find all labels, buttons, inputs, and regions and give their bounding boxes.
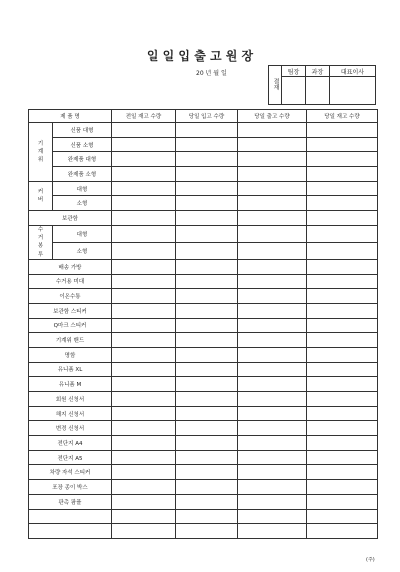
- qty-cell[interactable]: [176, 465, 238, 480]
- table-row: [29, 259, 378, 274]
- product-name: 변경 신청서: [29, 421, 112, 436]
- qty-cell[interactable]: [176, 362, 238, 377]
- product-name-blank[interactable]: [29, 524, 112, 539]
- qty-cell[interactable]: [307, 436, 378, 451]
- product-name: 해지 신청서: [29, 406, 112, 421]
- qty-cell[interactable]: [112, 436, 176, 451]
- qty-cell[interactable]: [112, 318, 176, 333]
- qty-cell[interactable]: [112, 259, 176, 274]
- product-name: 소형: [53, 242, 112, 259]
- qty-cell[interactable]: [307, 303, 378, 318]
- table-row: [29, 274, 378, 289]
- qty-cell[interactable]: [307, 509, 378, 524]
- approval-role-team-lead: 팀장: [282, 66, 306, 77]
- qty-cell[interactable]: [112, 465, 176, 480]
- qty-cell[interactable]: [307, 196, 378, 211]
- qty-cell[interactable]: [112, 524, 176, 539]
- qty-cell[interactable]: [238, 181, 307, 196]
- qty-cell[interactable]: [238, 137, 307, 152]
- product-name: Q마크 스티커: [29, 318, 112, 333]
- qty-cell[interactable]: [238, 289, 307, 304]
- table-row: [29, 392, 378, 407]
- qty-cell[interactable]: [176, 242, 238, 259]
- qty-cell[interactable]: [307, 392, 378, 407]
- qty-cell[interactable]: [112, 406, 176, 421]
- qty-cell[interactable]: [238, 152, 307, 167]
- qty-cell[interactable]: [112, 392, 176, 407]
- qty-cell[interactable]: [176, 333, 238, 348]
- qty-cell[interactable]: [238, 480, 307, 495]
- qty-cell[interactable]: [238, 421, 307, 436]
- qty-cell[interactable]: [176, 225, 238, 242]
- qty-cell[interactable]: [307, 242, 378, 259]
- product-name: 전단지 A4: [29, 436, 112, 451]
- table-row: [29, 347, 378, 362]
- ledger-table: [28, 109, 378, 539]
- table-row: [29, 465, 378, 480]
- qty-cell[interactable]: [176, 303, 238, 318]
- footer-mark: (주): [366, 557, 375, 563]
- table-row: [29, 167, 378, 182]
- table-row: [29, 362, 378, 377]
- qty-cell[interactable]: [112, 421, 176, 436]
- table-row: [29, 406, 378, 421]
- approval-role-ceo: 대표이사: [329, 66, 375, 77]
- table-row: [29, 450, 378, 465]
- product-name: 명함: [29, 347, 112, 362]
- col-header-out-qty: 당일 출고 수량: [238, 110, 307, 123]
- qty-cell[interactable]: [238, 196, 307, 211]
- col-header-in-qty: 당일 입고 수량: [176, 110, 238, 123]
- qty-cell[interactable]: [112, 152, 176, 167]
- qty-cell[interactable]: [176, 123, 238, 138]
- date-line: 20 년 월 일: [196, 70, 227, 77]
- qty-cell[interactable]: [307, 289, 378, 304]
- qty-cell[interactable]: [112, 274, 176, 289]
- qty-cell[interactable]: [307, 421, 378, 436]
- qty-cell[interactable]: [176, 167, 238, 182]
- qty-cell[interactable]: [307, 524, 378, 539]
- qty-cell[interactable]: [238, 211, 307, 226]
- qty-cell[interactable]: [307, 137, 378, 152]
- qty-cell[interactable]: [112, 377, 176, 392]
- approval-sign-team-lead[interactable]: [282, 77, 306, 105]
- product-name: 대형: [53, 181, 112, 196]
- product-name: 신품 대형: [53, 123, 112, 138]
- qty-cell[interactable]: [238, 167, 307, 182]
- qty-cell[interactable]: [307, 406, 378, 421]
- table-row: [29, 152, 378, 167]
- table-row: [29, 289, 378, 304]
- table-row: [29, 421, 378, 436]
- table-row: [29, 377, 378, 392]
- qty-cell[interactable]: [176, 289, 238, 304]
- table-row: [29, 436, 378, 451]
- qty-cell[interactable]: [307, 181, 378, 196]
- qty-cell[interactable]: [112, 509, 176, 524]
- qty-cell[interactable]: [238, 274, 307, 289]
- product-name: 대형: [53, 225, 112, 242]
- table-row: [29, 137, 378, 152]
- product-name: 보관함 스티커: [29, 303, 112, 318]
- qty-cell[interactable]: [176, 137, 238, 152]
- qty-cell[interactable]: [176, 377, 238, 392]
- qty-cell[interactable]: [112, 450, 176, 465]
- qty-cell[interactable]: [238, 303, 307, 318]
- qty-cell[interactable]: [112, 167, 176, 182]
- qty-cell[interactable]: [176, 211, 238, 226]
- qty-cell[interactable]: [112, 242, 176, 259]
- qty-cell[interactable]: [238, 225, 307, 242]
- qty-cell[interactable]: [307, 347, 378, 362]
- group-label: 수 거 봉 투: [29, 225, 53, 259]
- approval-box: [268, 65, 376, 105]
- qty-cell[interactable]: [307, 274, 378, 289]
- qty-cell[interactable]: [176, 196, 238, 211]
- product-name: 유니폼 M: [29, 377, 112, 392]
- product-name: 신품 소형: [53, 137, 112, 152]
- qty-cell[interactable]: [307, 225, 378, 242]
- product-name: 완제품 소형: [53, 167, 112, 182]
- table-row: [29, 303, 378, 318]
- qty-cell[interactable]: [112, 196, 176, 211]
- table-row: [29, 480, 378, 495]
- qty-cell[interactable]: [176, 181, 238, 196]
- blank-row: [29, 524, 378, 539]
- qty-cell[interactable]: [307, 480, 378, 495]
- product-name: 판촉 팜플: [29, 494, 112, 509]
- qty-cell[interactable]: [112, 211, 176, 226]
- qty-cell[interactable]: [238, 494, 307, 509]
- table-row: [29, 211, 378, 226]
- product-name-blank[interactable]: [29, 509, 112, 524]
- table-row: [29, 123, 378, 138]
- qty-cell[interactable]: [307, 318, 378, 333]
- qty-cell[interactable]: [307, 211, 378, 226]
- blank-row: [29, 509, 378, 524]
- product-name: 배송 가방: [29, 259, 112, 274]
- product-name: 소형: [53, 196, 112, 211]
- qty-cell[interactable]: [112, 123, 176, 138]
- table-row: [29, 318, 378, 333]
- product-name: 수거용 미대: [29, 274, 112, 289]
- qty-cell[interactable]: [307, 167, 378, 182]
- col-header-stock-qty: 당일 재고 수량: [307, 110, 378, 123]
- col-header-product: 제 품 명: [29, 110, 112, 123]
- qty-cell[interactable]: [112, 137, 176, 152]
- qty-cell[interactable]: [307, 465, 378, 480]
- qty-cell[interactable]: [307, 450, 378, 465]
- qty-cell[interactable]: [176, 274, 238, 289]
- qty-cell[interactable]: [176, 406, 238, 421]
- product-name: 차량 자석 스티커: [29, 465, 112, 480]
- product-name: 완제품 대형: [53, 152, 112, 167]
- product-name: 포장 종이 박스: [29, 480, 112, 495]
- qty-cell[interactable]: [176, 494, 238, 509]
- qty-cell[interactable]: [238, 406, 307, 421]
- table-row: [29, 333, 378, 348]
- qty-cell[interactable]: [238, 377, 307, 392]
- qty-cell[interactable]: [112, 225, 176, 242]
- qty-cell[interactable]: [176, 421, 238, 436]
- qty-cell[interactable]: [112, 181, 176, 196]
- qty-cell[interactable]: [176, 347, 238, 362]
- product-name: 유니폼 XL: [29, 362, 112, 377]
- group-label: 기 계 위: [29, 123, 53, 182]
- qty-cell[interactable]: [112, 347, 176, 362]
- approval-sign-manager[interactable]: [305, 77, 329, 105]
- qty-cell[interactable]: [176, 509, 238, 524]
- qty-cell[interactable]: [112, 289, 176, 304]
- qty-cell[interactable]: [112, 480, 176, 495]
- table-row: [29, 242, 378, 259]
- qty-cell[interactable]: [238, 524, 307, 539]
- qty-cell[interactable]: [238, 123, 307, 138]
- qty-cell[interactable]: [238, 450, 307, 465]
- qty-cell[interactable]: [176, 392, 238, 407]
- qty-cell[interactable]: [238, 509, 307, 524]
- group-label: 커 버: [29, 181, 53, 210]
- approval-side-label: 결재: [269, 66, 282, 105]
- qty-cell[interactable]: [238, 465, 307, 480]
- table-row: [29, 181, 378, 196]
- qty-cell[interactable]: [176, 480, 238, 495]
- qty-cell[interactable]: [112, 494, 176, 509]
- product-name: 전단지 A5: [29, 450, 112, 465]
- col-header-prev-stock: 전일 재고 수량: [112, 110, 176, 123]
- qty-cell[interactable]: [112, 333, 176, 348]
- approval-role-manager: 과장: [305, 66, 329, 77]
- table-row: [29, 225, 378, 242]
- qty-cell[interactable]: [307, 333, 378, 348]
- qty-cell[interactable]: [176, 524, 238, 539]
- qty-cell[interactable]: [307, 377, 378, 392]
- qty-cell[interactable]: [112, 303, 176, 318]
- qty-cell[interactable]: [238, 259, 307, 274]
- qty-cell[interactable]: [238, 347, 307, 362]
- qty-cell[interactable]: [176, 318, 238, 333]
- qty-cell[interactable]: [307, 123, 378, 138]
- qty-cell[interactable]: [307, 362, 378, 377]
- product-name: 기계위 밴드: [29, 333, 112, 348]
- approval-sign-ceo[interactable]: [329, 77, 375, 105]
- product-name: 보관함: [29, 211, 112, 226]
- product-name: 이온수통: [29, 289, 112, 304]
- qty-cell[interactable]: [176, 259, 238, 274]
- qty-cell[interactable]: [238, 392, 307, 407]
- qty-cell[interactable]: [238, 333, 307, 348]
- qty-cell[interactable]: [238, 242, 307, 259]
- qty-cell[interactable]: [112, 362, 176, 377]
- table-row: [29, 494, 378, 509]
- qty-cell[interactable]: [307, 152, 378, 167]
- qty-cell[interactable]: [238, 362, 307, 377]
- qty-cell[interactable]: [238, 436, 307, 451]
- page-title: 일 일 입 출 고 원 장: [146, 49, 254, 63]
- qty-cell[interactable]: [238, 318, 307, 333]
- qty-cell[interactable]: [176, 152, 238, 167]
- qty-cell[interactable]: [176, 436, 238, 451]
- product-name: 회원 신청서: [29, 392, 112, 407]
- table-row: [29, 196, 378, 211]
- qty-cell[interactable]: [176, 450, 238, 465]
- qty-cell[interactable]: [307, 259, 378, 274]
- qty-cell[interactable]: [307, 494, 378, 509]
